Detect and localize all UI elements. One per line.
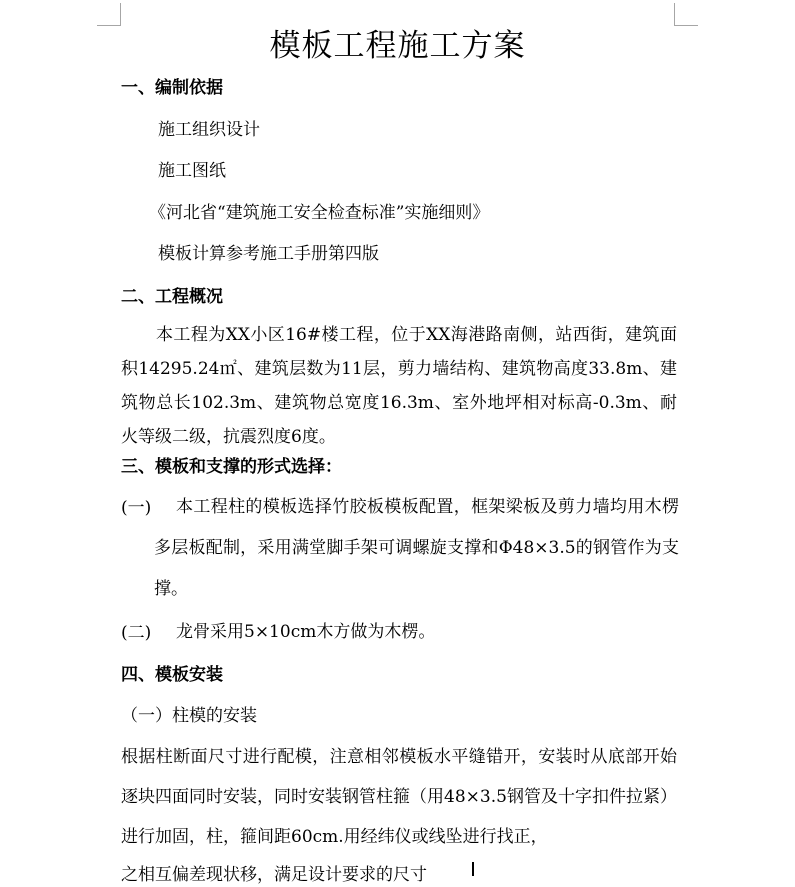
- page-corner-mark-top-left: [97, 3, 121, 26]
- basis-item: 施工图纸: [158, 161, 226, 181]
- list-number: (二): [121, 623, 152, 643]
- list-number: (一): [121, 498, 152, 518]
- cutoff-text-line: 之相互偏差现状移，满足设计要求的尺寸: [121, 865, 427, 885]
- text-cursor: [472, 862, 474, 876]
- basis-item: 《河北省“建筑施工安全检查标准”实施细则》: [149, 203, 490, 223]
- section-heading-installation: 四、模板安装: [121, 665, 223, 685]
- column-formwork-paragraph: 根据柱断面尺寸进行配模，注意相邻模板水平缝错开，安装时从底部开始逐块四面同时安装，同时安装钢管柱箍（用48×3.5钢管及十字扣件拉紧）进行加固，柱，箍间距60cm.用经纬仪或线坠进行找正，: [121, 747, 677, 847]
- document-title: 模板工程施工方案: [269, 28, 526, 64]
- section-heading-basis: 一、编制依据: [121, 78, 223, 98]
- section-heading-overview: 二、工程概况: [121, 287, 223, 307]
- list-item-text: 本工程柱的模板选择竹胶板模板配置，框架梁板及剪力墙均用木楞多层板配制，采用满堂脚手架可调螺旋支撑和Φ48×3.5的钢管作为支撑。: [154, 497, 679, 599]
- basis-item: 施工组织设计: [158, 120, 260, 140]
- subsection-heading-column-formwork: （一）柱模的安装: [121, 706, 257, 726]
- section-heading-formwork-selection: 三、模板和支撑的形式选择：: [121, 457, 342, 477]
- basis-item: 模板计算参考施工手册第四版: [158, 244, 379, 264]
- page-corner-mark-top-right: [674, 3, 698, 26]
- overview-paragraph: 本工程为XX小区16#楼工程，位于XX海港路南侧，站西街，建筑面积14295.24㎡、建筑层数为11层，剪力墙结构、建筑物高度33.8m、建筑物总长102.3m、建筑物总宽度16.3m、室外地坪相对标高-0.3m、耐火等级二级，抗震烈度6度。: [121, 325, 677, 447]
- list-item-text: 龙骨采用5×10cm木方做为木楞。: [176, 622, 436, 642]
